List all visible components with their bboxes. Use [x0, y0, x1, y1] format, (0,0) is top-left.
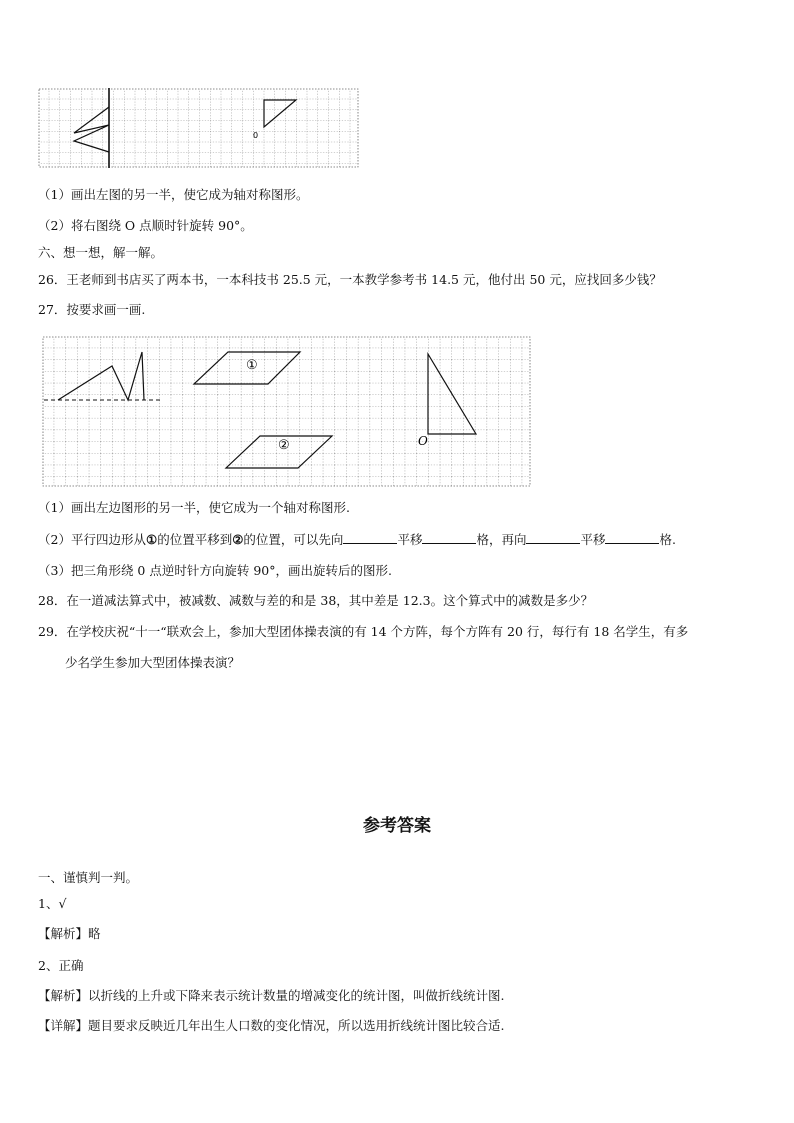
label-2: ② [278, 438, 290, 453]
answers-title: 参考答案 [363, 816, 431, 836]
answer-blank-3[interactable] [526, 531, 580, 544]
answer-1: 1、√ [38, 896, 67, 911]
answer-2: 2、正确 [38, 958, 84, 973]
q25-grid-figure [38, 88, 360, 168]
point-o-label: O [418, 434, 428, 448]
q27-sub2-part5: 格，再向 [476, 532, 527, 547]
answer-2-detail: 【详解】题目要求反映近几年出生人口数的变化情况，所以选用折线统计图比较合适. [38, 1018, 505, 1033]
answer-2-analysis: 【解析】以折线的上升或下降来表示统计数量的增减变化的统计图，叫做折线统计图. [38, 988, 505, 1003]
q27-sub2-part7: 格. [659, 532, 676, 547]
q27-sub2-part4: 平移 [397, 532, 423, 547]
q27-sub2 [38, 531, 676, 548]
answer-1-analysis: 【解析】略 [38, 926, 101, 941]
answers-section-1: 一、谨慎判一判。 [38, 870, 139, 885]
q27-grid-figure [42, 336, 532, 488]
circled-2: ② [232, 532, 244, 547]
q27-sub2-part3: 的位置，可以先向 [243, 532, 344, 547]
q27-sub2-part2: 的位置平移到 [157, 532, 233, 547]
question-27-stem: 27．按要求画一画. [38, 302, 146, 317]
q27-sub3: （3）把三角形绕 0 点逆时针方向旋转 90°，画出旋转后的图形. [38, 563, 392, 578]
label-1: ① [246, 358, 258, 373]
q25-sub1: （1）画出左图的另一半，使它成为轴对称图形。 [38, 187, 309, 202]
point-o-label: 0 [253, 131, 259, 140]
question-29-line2: 少名学生参加大型团体操表演？ [65, 655, 241, 670]
q27-sub2-part6: 平移 [580, 532, 606, 547]
question-29-line1: 29．在学校庆祝“十一“联欢会上，参加大型团体操表演的有 14 个方阵，每个方阵有 20 行，每行有 18 名学生，有多 [38, 624, 689, 639]
answer-blank-2[interactable] [422, 531, 476, 544]
section-six-heading: 六、想一想，解一解。 [38, 245, 164, 260]
answer-blank-1[interactable] [343, 531, 397, 544]
q25-sub2: （2）将右图绕 O 点顺时针旋转 90°。 [38, 218, 253, 233]
question-26: 26．王老师到书店买了两本书，一本科技书 25.5 元，一本教学参考书 14.5 元，他付出 50 元，应找回多少钱？ [38, 272, 662, 287]
q27-sub2-part1: （2）平行四边形从 [38, 532, 146, 547]
circled-1: ① [145, 532, 158, 547]
question-28: 28．在一道减法算式中，被减数、减数与差的和是 38，其中差是 12.3。这个算式中的减数是多少？ [38, 593, 594, 608]
q27-sub1: （1）画出左边图形的另一半，使它成为一个轴对称图形. [38, 500, 350, 515]
answer-blank-4[interactable] [605, 531, 659, 544]
